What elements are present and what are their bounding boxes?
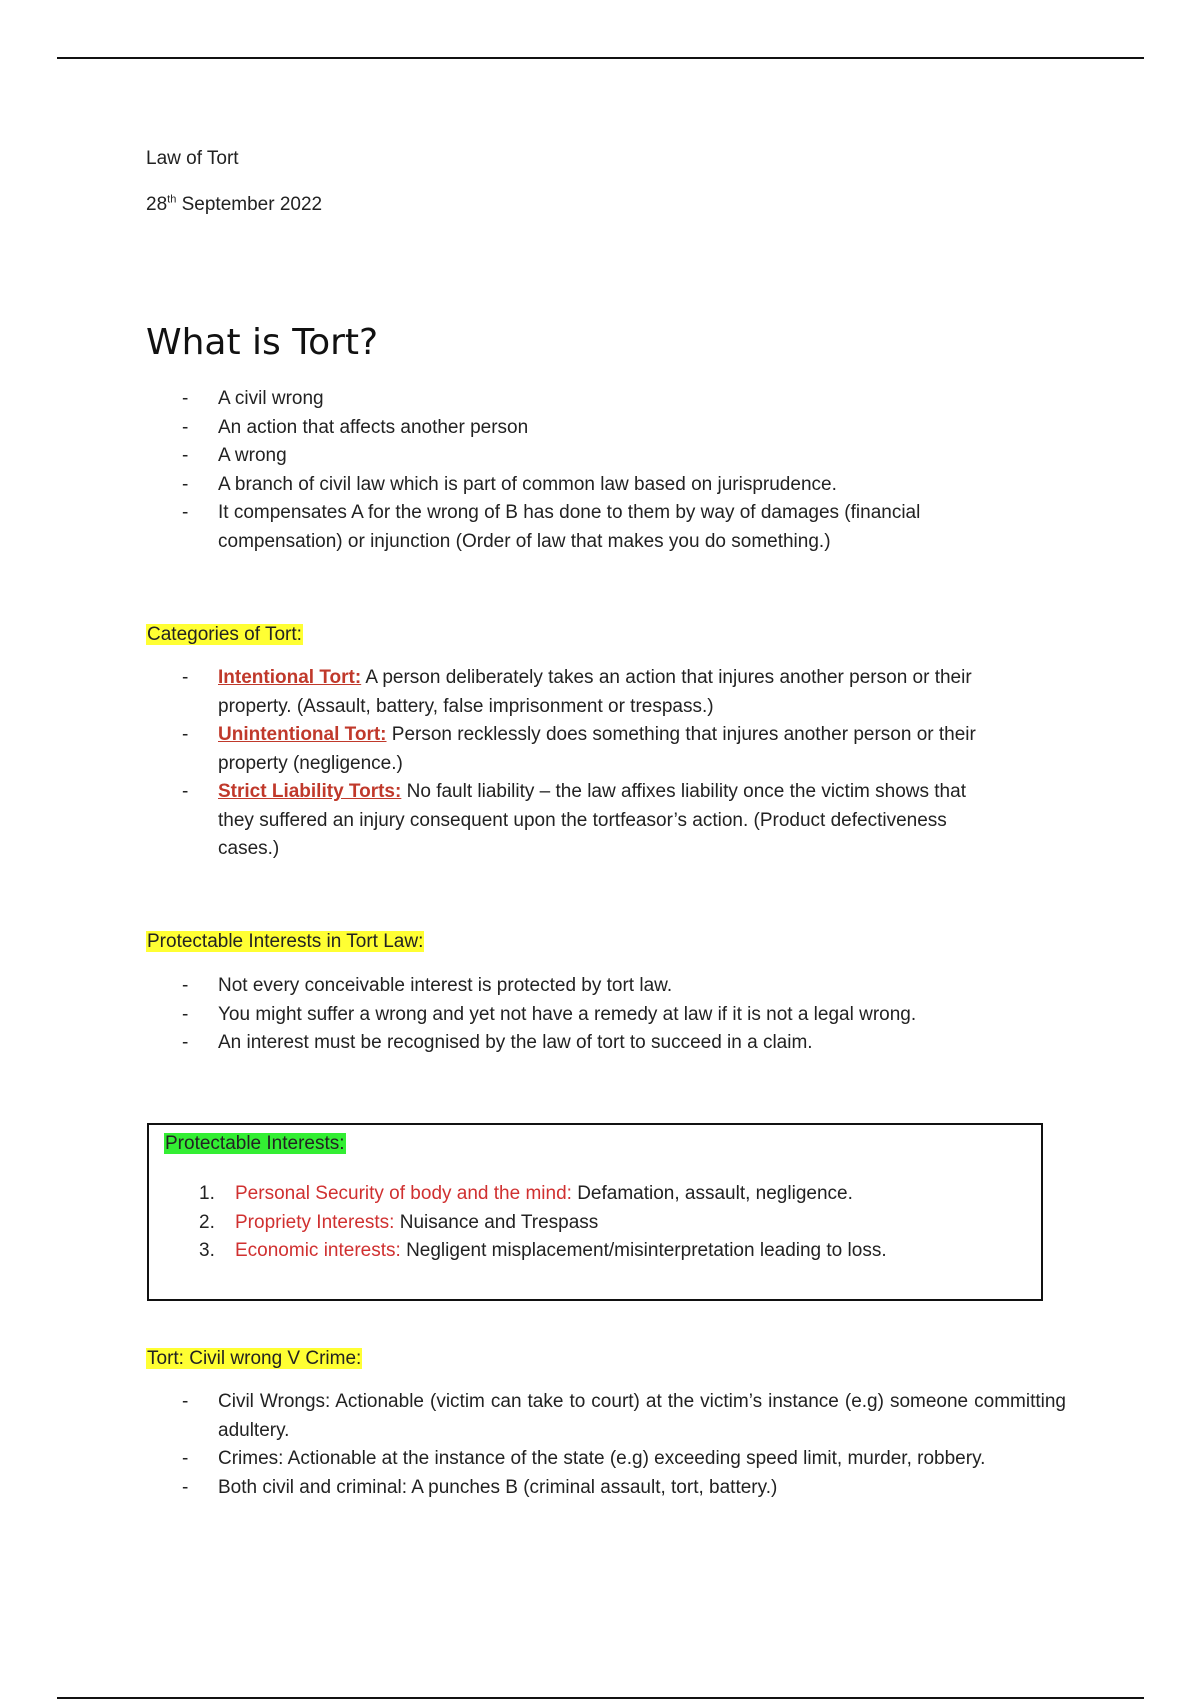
list-item: - A branch of civil law which is part of common law based on jurisprudence. bbox=[146, 471, 1066, 500]
interest-term: Personal Security of body and the mind: bbox=[235, 1183, 572, 1204]
protectable-list bbox=[146, 972, 1066, 1058]
date-rest: September 2022 bbox=[176, 194, 323, 215]
protectable-interests-box bbox=[147, 1123, 1043, 1301]
civil-v-crime-heading: Tort: Civil wrong V Crime: bbox=[147, 1348, 362, 1369]
footer-rule bbox=[57, 1697, 1144, 1699]
list-item: - An action that affects another person bbox=[146, 414, 1066, 443]
document-date bbox=[146, 192, 322, 218]
list-item: - Civil Wrongs: Actionable (victim can take to court) at the victim’s instance (e.g) someone committing adultery. bbox=[146, 1388, 1066, 1445]
list-item: 3. Economic interests: Negligent misplacement/misinterpretation leading to loss. bbox=[199, 1240, 887, 1261]
list-item: - Unintentional Tort: Person recklessly does something that injures another person or their property (negligence.) bbox=[146, 721, 1066, 778]
category-term: Unintentional Tort: bbox=[218, 724, 387, 745]
header-rule bbox=[57, 57, 1144, 59]
list-item: - A wrong bbox=[146, 442, 1066, 471]
categories-list bbox=[146, 664, 1066, 864]
list-item: - Strict Liability Torts: No fault liability – the law affixes liability once the victim shows that they suffered an injury consequent upon the tortfeasor’s action. (Product defectiveness cases.) bbox=[146, 778, 1066, 864]
list-item: 2. Propriety Interests: Nuisance and Trespass bbox=[199, 1211, 599, 1233]
category-term: Strict Liability Torts: bbox=[218, 781, 402, 802]
page-title: What is Tort? bbox=[146, 322, 379, 363]
list-item: - An interest must be recognised by the law of tort to succeed in a claim. bbox=[146, 1029, 1066, 1058]
interests-list bbox=[199, 1180, 1029, 1266]
category-term: Intentional Tort: bbox=[218, 667, 362, 688]
interest-term: Economic interests: bbox=[235, 1240, 401, 1261]
protectable-heading: Protectable Interests in Tort Law: bbox=[147, 931, 424, 952]
list-item: - Not every conceivable interest is protected by tort law. bbox=[146, 972, 1066, 1001]
categories-heading: Categories of Tort: bbox=[147, 624, 302, 645]
civil-v-crime-list bbox=[146, 1388, 1066, 1502]
box-heading: Protectable Interests: bbox=[165, 1133, 345, 1154]
what-is-tort-list bbox=[146, 385, 1066, 556]
list-item: - Intentional Tort: A person deliberately takes an action that injures another person or their property. (Assault, battery, false imprisonment or trespass.) bbox=[146, 664, 1066, 721]
date-suffix: th bbox=[167, 193, 177, 206]
list-item: - Crimes: Actionable at the instance of the state (e.g) exceeding speed limit, murder, robbery. bbox=[146, 1445, 1066, 1474]
list-item: - Both civil and criminal: A punches B (criminal assault, tort, battery.) bbox=[146, 1474, 1066, 1503]
list-item: 1. Personal Security of body and the mind: Defamation, assault, negligence. bbox=[199, 1183, 853, 1204]
document-subject: Law of Tort bbox=[146, 148, 239, 169]
interest-term: Propriety Interests: bbox=[235, 1211, 395, 1233]
list-item: - It compensates A for the wrong of B has done to them by way of damages (financial compensation) or injunction (Order of law that makes you do something.) bbox=[146, 499, 1066, 556]
date-day: 28 bbox=[146, 194, 168, 215]
list-item: - A civil wrong bbox=[146, 385, 1066, 414]
list-item: - You might suffer a wrong and yet not have a remedy at law if it is not a legal wrong. bbox=[146, 1001, 1066, 1030]
